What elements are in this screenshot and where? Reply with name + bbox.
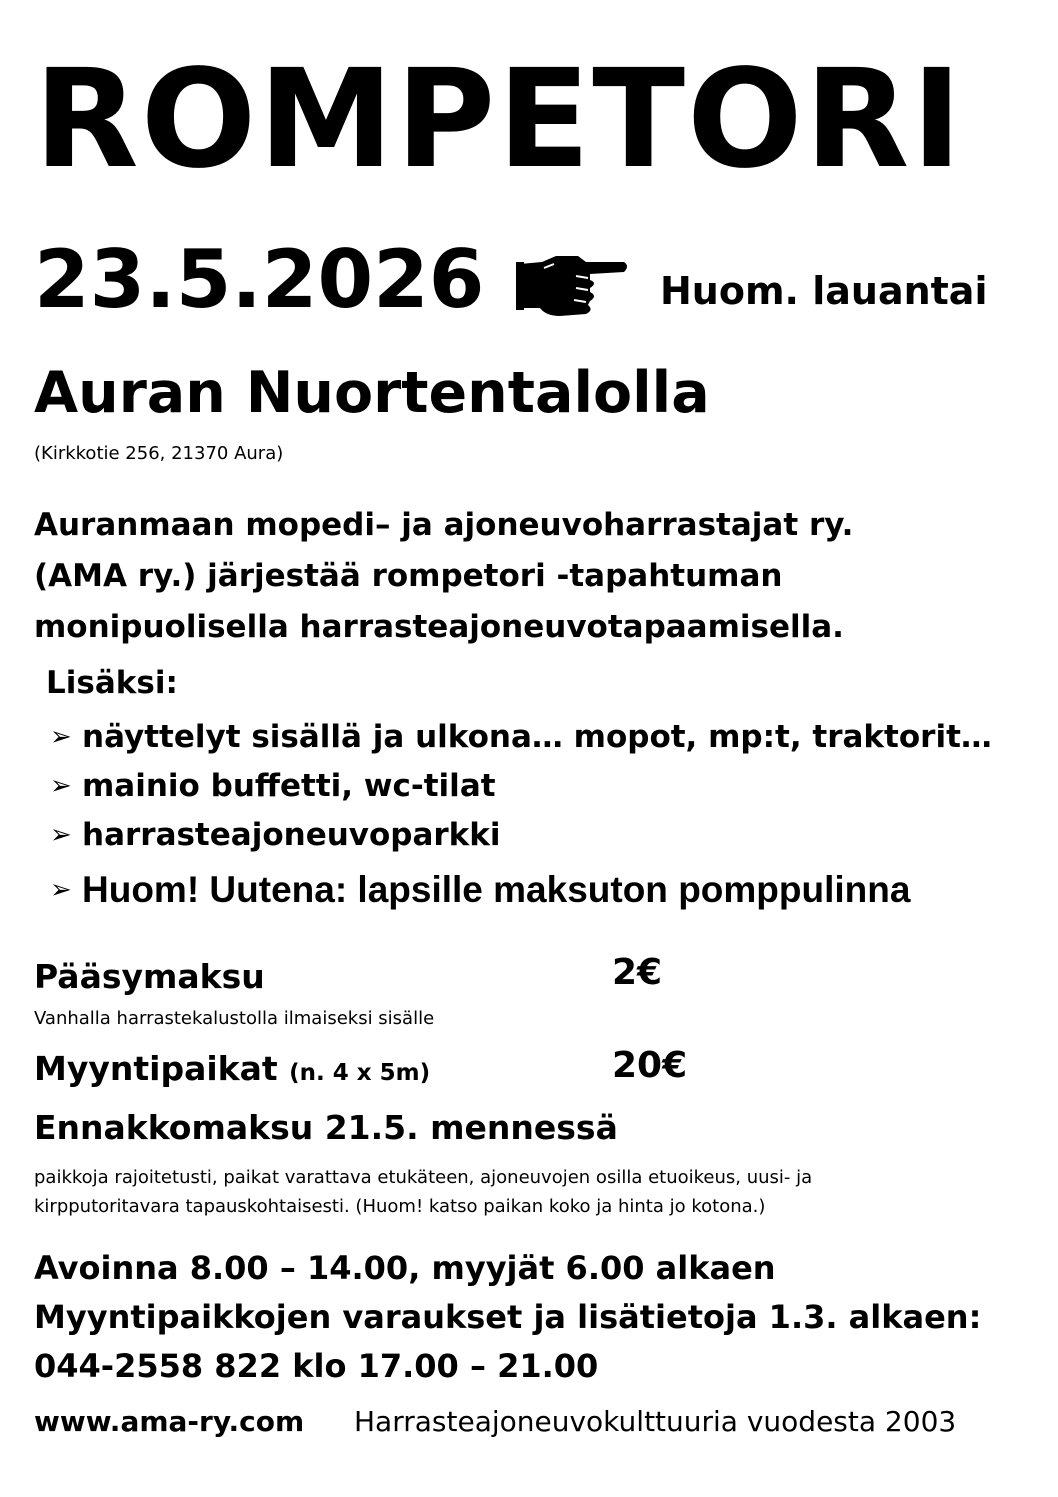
footer-tagline: Harrasteajoneuvokulttuuria vuodesta 2003 xyxy=(354,1405,957,1438)
reservations-info: Myyntipaikkojen varaukset ja lisätietoja 1.3. alkaen: xyxy=(34,1298,982,1336)
venue-name: Auran Nuortentalolla xyxy=(34,360,710,426)
pointing-hand-icon xyxy=(516,250,630,322)
list-item-text: mainio buffetti, wc-tilat xyxy=(82,767,496,804)
event-title: ROMPETORI xyxy=(34,41,964,199)
intro-paragraph xyxy=(34,500,853,653)
stalls-price: 20€ xyxy=(612,1045,688,1086)
info-block xyxy=(34,1244,981,1391)
stall-note-line: kirpputoritavara tapauskohtaisesti. (Huom! katso paikan koko ja hinta jo kotona.) xyxy=(34,1196,766,1217)
intro-line: (AMA ry.) järjestää rompetori -tapahtuman xyxy=(34,558,783,594)
stall-notes xyxy=(34,1163,812,1221)
opening-hours: Avoinna 8.00 – 14.00, myyjät 6.00 alkaen xyxy=(34,1249,776,1287)
stalls-label: Myyntipaikat xyxy=(34,1049,278,1088)
intro-line: monipuolisella harrasteajoneuvotapaamisella. xyxy=(34,609,844,645)
list-item xyxy=(50,712,992,761)
list-item-text: näyttelyt sisällä ja ulkona… mopot, mp:t, traktorit… xyxy=(82,718,992,755)
admission-label: Pääsymaksu xyxy=(34,957,265,996)
stalls-size: (n. 4 x 5m) xyxy=(289,1060,431,1086)
arrowhead-bullet-icon: ➢ xyxy=(50,819,72,850)
list-item xyxy=(50,810,992,859)
list-item xyxy=(50,761,992,810)
list-item-text: Huom! Uutena: lapsille maksuton pomppulinna xyxy=(82,869,911,910)
list-item-text: harrasteajoneuvoparkki xyxy=(82,816,501,853)
admission-note: Vanhalla harrastekalustolla ilmaiseksi sisälle xyxy=(34,1008,435,1029)
extras-heading: Lisäksi: xyxy=(46,665,178,701)
day-note: Huom. lauantai xyxy=(660,269,988,313)
venue-address: (Kirkkotie 256, 21370 Aura) xyxy=(34,443,284,464)
stalls-row xyxy=(34,1049,431,1088)
intro-line: Auranmaan mopedi– ja ajoneuvoharrastajat ry. xyxy=(34,507,854,543)
extras-list xyxy=(50,712,992,921)
website-link[interactable]: www.ama-ry.com xyxy=(34,1405,305,1438)
admission-price: 2€ xyxy=(612,952,663,993)
arrowhead-bullet-icon: ➢ xyxy=(50,721,72,752)
phone-hours: 044-2558 822 klo 17.00 – 21.00 xyxy=(34,1347,599,1385)
list-item xyxy=(50,859,992,921)
event-date: 23.5.2026 xyxy=(34,233,485,326)
prepay-deadline: Ennakkomaksu 21.5. mennessä xyxy=(34,1108,618,1147)
stall-note-line: paikkoja rajoitetusti, paikat varattava etukäteen, ajoneuvojen osilla etuoikeus, uusi- ja xyxy=(34,1167,813,1188)
arrowhead-bullet-icon: ➢ xyxy=(50,875,72,905)
arrowhead-bullet-icon: ➢ xyxy=(50,770,72,801)
